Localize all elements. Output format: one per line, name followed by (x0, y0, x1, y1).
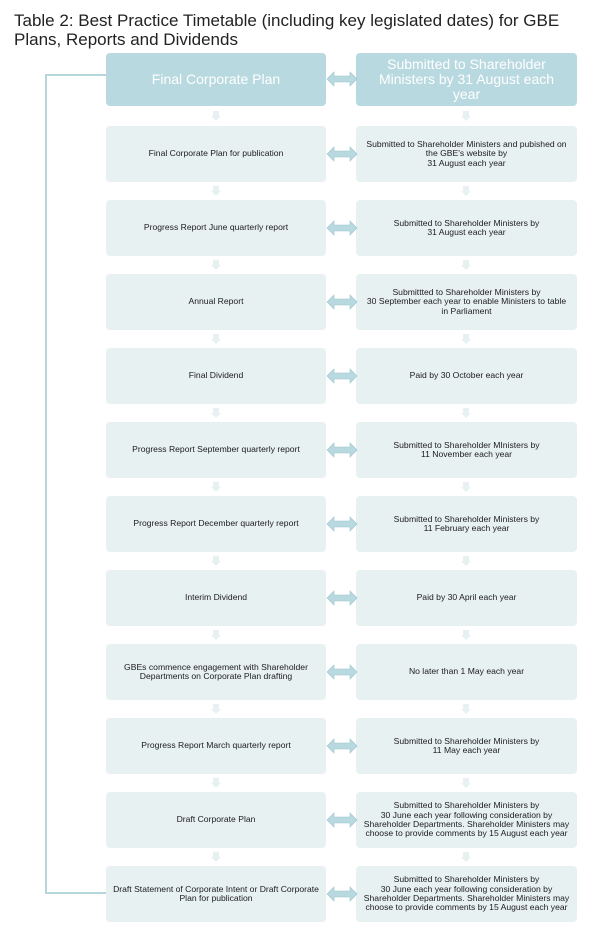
down-arrow-left (213, 260, 219, 265)
deadline-box (356, 718, 577, 774)
down-arrow-left (213, 334, 219, 339)
down-arrow-right (463, 334, 469, 339)
event-box-text: Interim Dividend (184, 592, 248, 603)
deadline-box (356, 570, 577, 626)
deadline-box (356, 866, 577, 922)
feedback-loop-line (45, 74, 107, 894)
deadline-box-text: Submitted to Shareholder Ministers by 30 June each year following consideration by Shareholder Departments. Shareholder Ministers may choose to provide comments by 15 August each year (363, 874, 570, 913)
down-arrow-left (213, 186, 219, 191)
double-arrow (326, 516, 358, 532)
down-arrow-right (463, 408, 469, 413)
down-arrow-right (463, 260, 469, 265)
event-box (106, 644, 326, 700)
deadline-box (356, 126, 577, 182)
down-arrow-left (213, 111, 219, 116)
double-arrow (326, 368, 358, 384)
event-box-text: GBEs commence engagement with Shareholder Departments on Corporate Plan drafting (124, 661, 308, 681)
double-arrow (326, 146, 358, 162)
event-box (106, 570, 326, 626)
event-box-text: Final Dividend (188, 370, 244, 381)
down-arrow-right (463, 704, 469, 709)
event-box-text: Annual Report (188, 296, 244, 307)
double-arrow (326, 294, 358, 310)
down-arrow-left (213, 852, 219, 857)
deadline-box (356, 200, 577, 256)
double-arrow (326, 590, 358, 606)
down-arrow-right (463, 778, 469, 783)
deadline-box-text: Submittted to Shareholder Ministers by 30 September each year to enable Ministers to table in Parliament (366, 286, 567, 316)
deadline-box (356, 348, 577, 404)
event-box-text: Progress Report June quarterly report (143, 222, 289, 233)
down-arrow-left (213, 408, 219, 413)
event-box-text: Final Corporate Plan for publication (148, 148, 284, 159)
event-box-text: Progress Report March quarterly report (141, 740, 291, 751)
event-box-text: Progress Report September quarterly report (132, 444, 300, 455)
down-arrow-left (213, 778, 219, 783)
double-arrow (326, 886, 358, 902)
event-box-text: Progress Report December quarterly report (133, 518, 299, 529)
double-arrow (326, 812, 358, 828)
down-arrow-right (463, 852, 469, 857)
down-arrow-right (463, 482, 469, 487)
down-arrow-left (213, 630, 219, 635)
deadline-box-text: Submitted to Shareholder Ministers by 11 May each year (393, 735, 540, 755)
down-arrow-left (213, 704, 219, 709)
deadline-box (356, 422, 577, 478)
event-box (106, 348, 326, 404)
deadline-box (356, 274, 577, 330)
deadline-box-text: Paid by 30 October each year (409, 370, 524, 381)
header-box-left (106, 53, 326, 106)
event-box-text: Draft Corporate Plan (176, 814, 256, 825)
deadline-box (356, 496, 577, 552)
event-box (106, 792, 326, 848)
header-box-left-text: Final Corporate Plan (151, 71, 281, 87)
event-box-text: Draft Statement of Corporate Intent or Draft Corporate Plan for publication (113, 883, 319, 903)
double-arrow (326, 738, 358, 754)
deadline-box-text: Submitted to Shareholder Ministers by 11 February each year (393, 513, 540, 533)
header-box-right (356, 53, 577, 106)
down-arrow-right (463, 630, 469, 635)
down-arrow-right (463, 111, 469, 116)
deadline-box-text: Submitted to Shareholder MInisters by 11 November each year (393, 439, 540, 459)
down-arrow-left (213, 482, 219, 487)
deadline-box-text: Submitted to Shareholder Ministers by 31 August each year (393, 217, 540, 237)
double-arrow (326, 664, 358, 680)
event-box (106, 422, 326, 478)
event-box (106, 274, 326, 330)
event-box (106, 718, 326, 774)
header-box-right-text: Submitted to Shareholder Ministers by 31 August each year (378, 56, 555, 102)
deadline-box-text: Submitted to Shareholder Ministers by 30 June each year following consideration by Shareholder Departments. Shareholder Ministers may choose to provide comments by 15 August each year (363, 800, 570, 839)
down-arrow-right (463, 186, 469, 191)
event-box (106, 866, 326, 922)
double-arrow (326, 220, 358, 236)
event-box (106, 126, 326, 182)
header-double-arrow (326, 71, 358, 87)
deadline-box (356, 792, 577, 848)
double-arrow (326, 442, 358, 458)
event-box (106, 200, 326, 256)
down-arrow-right (463, 556, 469, 561)
deadline-box-text: Submitted to Shareholder Ministers and pubished on the GBE's website by 31 August each year (366, 138, 567, 168)
deadline-box-text: No later than 1 May each year (408, 666, 525, 677)
down-arrow-left (213, 556, 219, 561)
deadline-box-text: Paid by 30 April each year (416, 592, 517, 603)
diagram-title: Table 2: Best Practice Timetable (including key legislated dates) for GBE Plans, Reports and Dividends (14, 11, 560, 49)
event-box (106, 496, 326, 552)
deadline-box (356, 644, 577, 700)
